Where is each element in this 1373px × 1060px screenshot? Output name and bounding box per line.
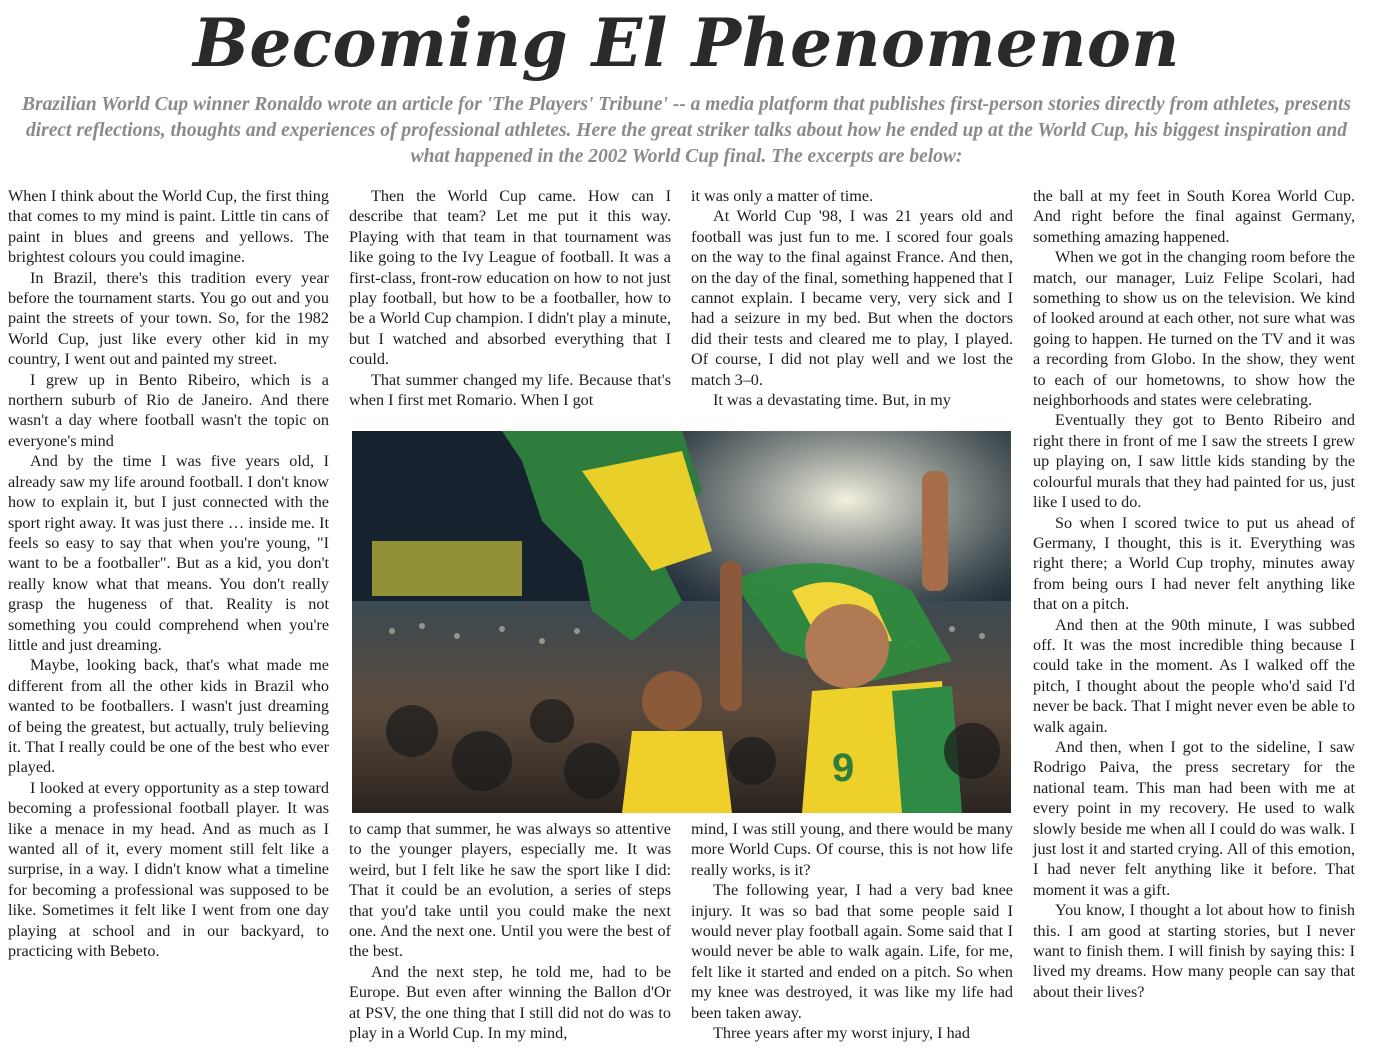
paragraph: And the next step, he told me, had to be Europe. But even after winning the Ballon d'Or at PSV, the one thing that I still did not do was to play in a World Cup. In my mind, xyxy=(349,962,671,1043)
article-title: Becoming El Phenomenon xyxy=(193,4,1180,82)
column-3-top xyxy=(691,186,1013,418)
paragraph: In Brazil, there's this tradition every year before the tournament starts. You go out and you paint the streets of your town. So, for the 1982 World Cup, just like every other kid in my country, I went out and painted my street. xyxy=(8,268,329,369)
paragraph: Three years after my worst injury, I had xyxy=(713,1024,970,1043)
article-intro: Brazilian World Cup winner Ronaldo wrote an article for 'The Players' Tribune' -- a media platform that publishes first-person stories directly from athletes, presents direct reflections, thoughts and experiences of professional athletes. Here the great striker talks about how he ended up at the World Cup, his biggest inspiration and what happened in the 2002 World Cup final. The excerpts are below: xyxy=(22,94,1351,167)
column-2-bottom xyxy=(349,819,671,1055)
paragraph: At World Cup '98, I was 21 years old and football was just fun to me. I scored four goals on the way to the final against France. And then, on the day of the final, something happened that I cannot explain. I became very, very sick and I had a seizure in my bed. But when the doctors did their tests and cleared me to play, I played. Of course, I did not play well and we lost the match 3–0. xyxy=(691,207,1013,389)
column-3-bottom xyxy=(691,819,1013,1055)
paragraph: It was a devastating time. But, in my xyxy=(713,391,951,410)
paragraph: And then, when I got to the sideline, I saw Rodrigo Paiva, the press secretary for the national team. This man had been with me at every point in my recovery. He used to walk slowly beside me when all I could do was walk. I just lost it and started crying. All of this emotion, I had never felt anything like it before. That moment it was a gift. xyxy=(1033,737,1355,899)
paragraph: When we got in the changing room before the match, our manager, Luiz Felipe Scolari, had something to show us on the television. We kind of looked around at each other, not sure what was going to happen. He turned on the TV and it was a recording from Globo. In the show, they went to each of our hometowns, to show how the neighborhoods and states were celebrating. xyxy=(1033,248,1355,410)
column-1 xyxy=(8,186,329,1052)
column-2-top xyxy=(349,186,671,418)
paragraph: When I think about the World Cup, the first thing that comes to my mind is paint. Little tin cans of paint in blues and greens and yellows. The brightest colours you could imagine. xyxy=(8,187,329,267)
paragraph: I grew up in Bento Ribeiro, which is a northern suburb of Rio de Janeiro. And there wasn't a day where football wasn't the topic on everyone's mind xyxy=(8,370,329,450)
paragraph: So when I scored twice to put us ahead of Germany, I thought, this is it. Everything was right there; a World Cup trophy, minutes away from being ours I had never felt anything like that on a pitch. xyxy=(1033,513,1355,614)
celebration-photo xyxy=(352,431,1011,813)
column-4 xyxy=(1033,186,1355,1052)
paragraph: That summer changed my life. Because that's when I first met Romario. When I got xyxy=(349,370,671,410)
paragraph: And by the time I was five years old, I already saw my life around football. I don't know how to explain it, but I just connected with the sport right away. It was just there … inside me. It feels so easy to say that when you're young, "I want to be a footballer". But as a kid, you don't really know what that means. You don't really grasp the hugeness of that. Reality is not something you could comprehend when you're little and just dreaming. xyxy=(8,452,329,654)
paragraph: the ball at my feet in South Korea World Cup. And right before the final against Germany, something amazing happened. xyxy=(1033,187,1355,246)
paragraph: mind, I was still young, and there would be many more World Cups. Of course, this is not how life really works, is it? xyxy=(691,820,1013,879)
paragraph: You know, I thought a lot about how to finish this. I am good at starting stories, but I never want to finish them. I will finish by saying this: I lived my dreams. How many people can say that about their lives? xyxy=(1033,901,1355,1001)
paragraph: it was only a matter of time. xyxy=(691,187,874,205)
paragraph: to camp that summer, he was always so attentive to the younger players, especially me. It was weird, but I felt like he saw the sport like I did: That it could be an evolution, a series of steps that you'd take until you could make the next one. And the next one. Until you were the best of the best. xyxy=(349,820,671,961)
paragraph: Maybe, looking back, that's what made me different from all the other kids in Brazil who wanted to be footballers. I wasn't just dreaming of being the greatest, but actually, truly believing it. That I really could be one of the best who ever played. xyxy=(8,656,329,777)
jersey-number: 9 xyxy=(832,746,855,790)
paragraph: The following year, I had a very bad knee injury. It was so bad that some people said I would never play football again. Some said that I would never be able to walk again. Life, for me, felt like it started and ended on a pitch. So when my knee was destroyed, it was like my life had been taken away. xyxy=(691,881,1013,1022)
paragraph: Eventually they got to Bento Ribeiro and right there in front of me I saw the streets I grew up playing on, I saw little kids standing by the colourful murals that they had painted for us, just like I used to do. xyxy=(1033,411,1355,512)
paragraph: I looked at every opportunity as a step toward becoming a professional football player. It was like a menace in my head. And as much as I wanted all of it, every moment still felt like a surprise, in a way. I didn't know what a timeline for becoming a professional was supposed to be like. Sometimes it felt like I went from one day playing at school and in our backyard, to practicing with Bebeto. xyxy=(8,778,329,961)
paragraph: Then the World Cup came. How can I describe that team? Let me put it this way. Playing with that team in that tournament was like going to the Ivy League of football. It was a first-class, front-row education on how to not just play football, but how to be a footballer, how to be a World Cup champion. I didn't play a minute, but I watched and absorbed everything that I could. xyxy=(349,187,671,369)
paragraph: And then at the 90th minute, I was subbed off. It was the most incredible thing because I could take in the moment. As I walked off the pitch, I thought about the people who'd said I'd never be back. That I might never even be able to walk again. xyxy=(1033,615,1355,736)
